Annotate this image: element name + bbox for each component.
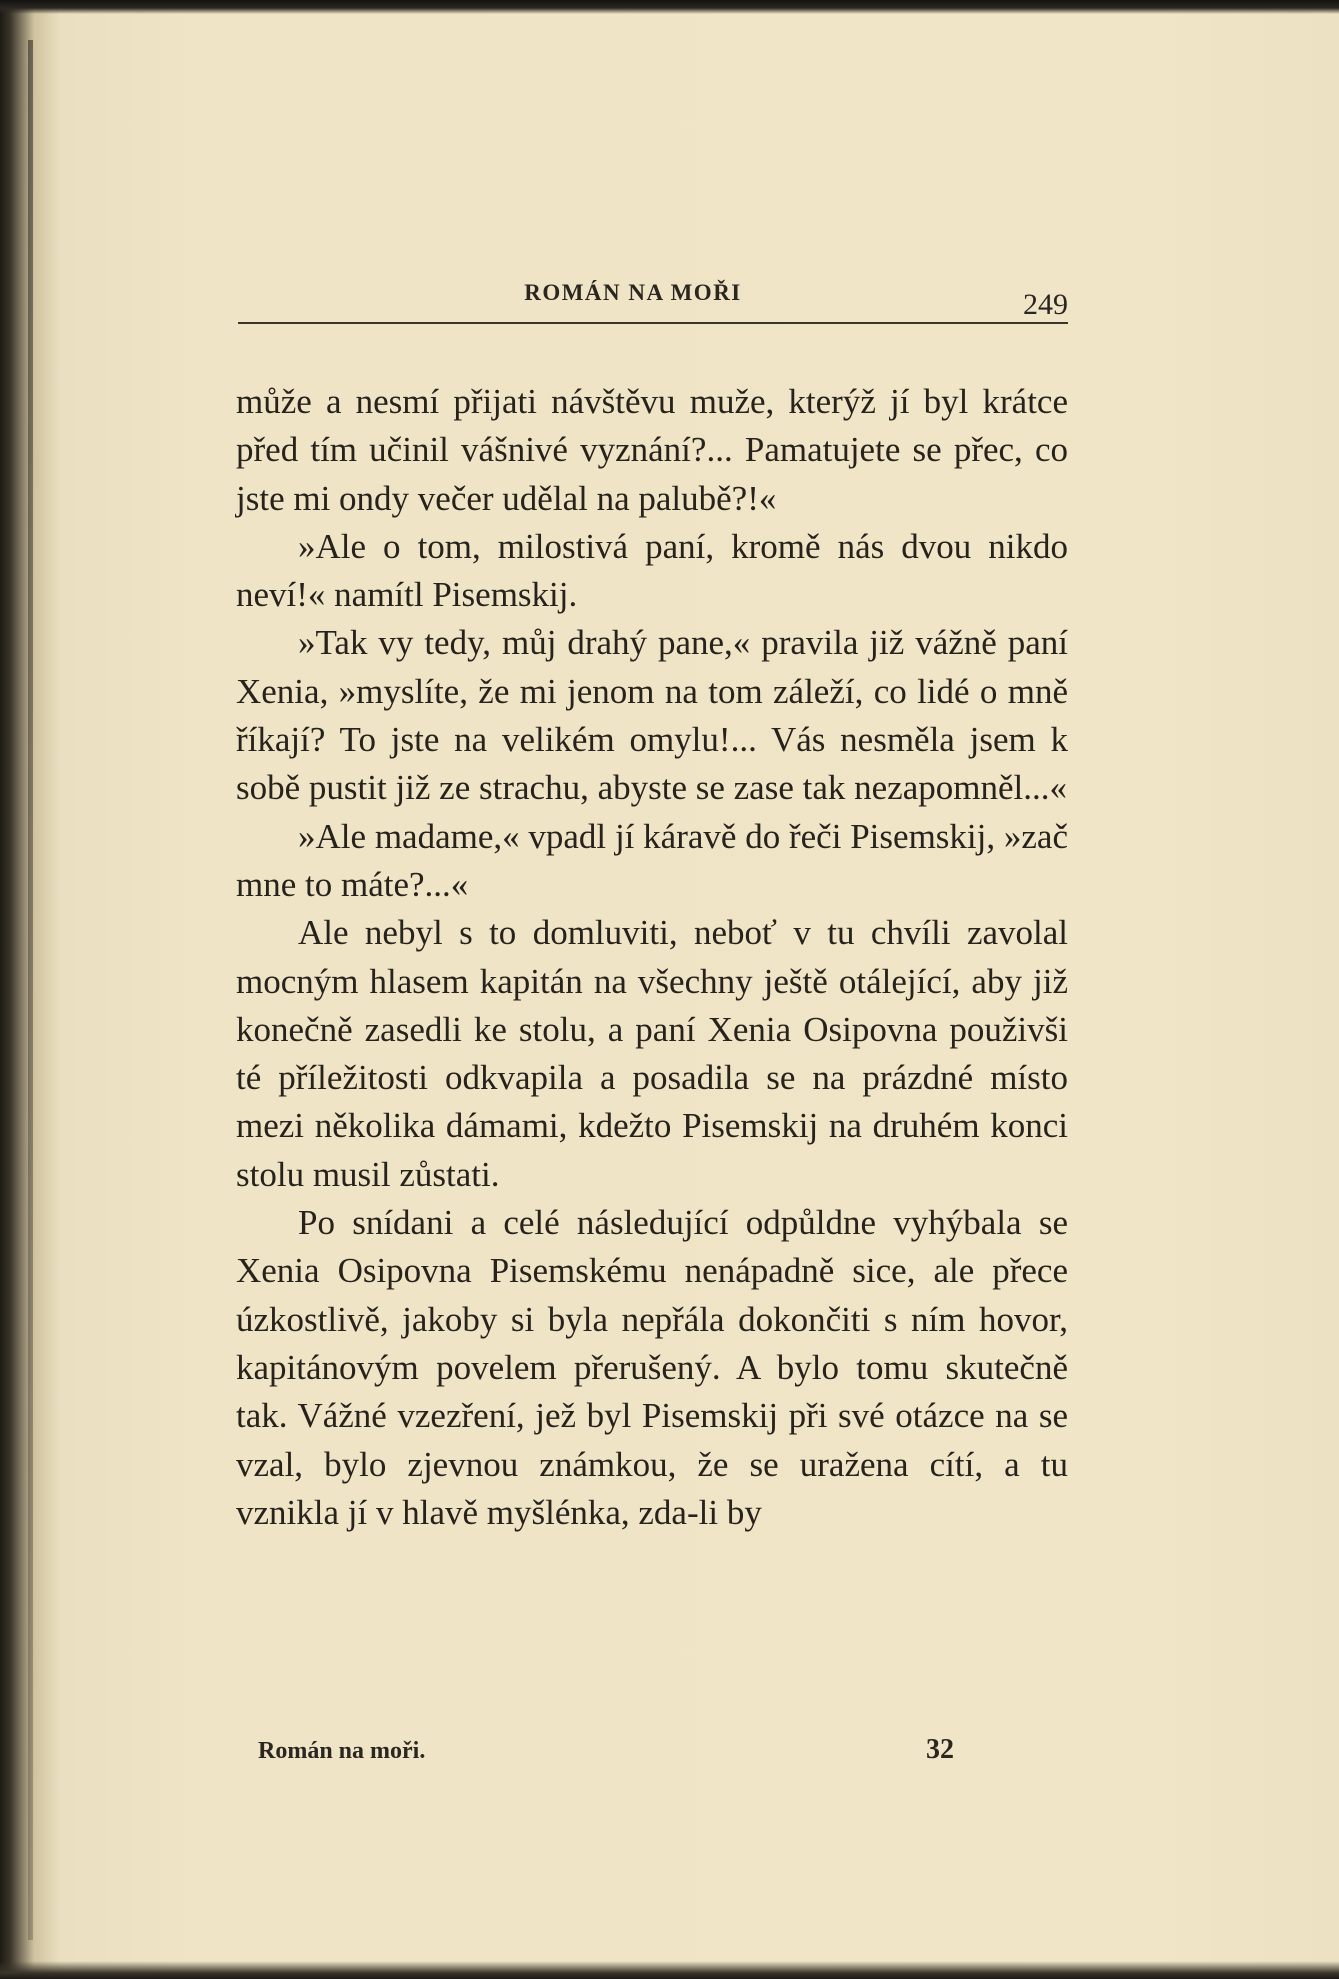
page-top-edge xyxy=(0,0,1339,14)
signature-mark: 32 xyxy=(926,1734,954,1765)
body-text xyxy=(236,378,1068,1537)
paragraph: Ale nebyl s to domluviti, neboť v tu chvíli zavolal mocným hlasem kapitán na všechny ještě otálející, aby již konečně zasedli ke stolu, a paní Xenia Osipovna použivši té příležitosti odkvapila a posadila se na prázdné místo mezi několika dámami, kdežto Pisemskij na druhém konci stolu musil zůstati. xyxy=(236,913,1068,1194)
footer-book-title: Román na moři. xyxy=(258,1738,426,1764)
page-header xyxy=(238,280,1068,332)
binding-shadow xyxy=(28,40,33,1940)
paragraph: »Ale madame,« vpadl jí káravě do řeči Pisemskij, »zač mne to máte?...« xyxy=(236,816,1068,904)
page-footer xyxy=(258,1734,1058,1778)
page-number: 249 xyxy=(1023,288,1068,321)
paragraph: Po snídani a celé následující odpůldne vyhýbala se Xenia Osipovna Pisemskému nenápadně sice, ale přece úzkostlivě, jakoby si byla nepřála dokončiti s ním hovor, kapitánovým povelem přerušený. A bylo tomu skutečně tak. Vážné vzezření, jež byl Pisemskij při své otázce na se vzal, bylo zjevnou známkou, že se uražena cítí, a tu vznikla jí v hlavě myšlénka, zda-li by xyxy=(236,1203,1068,1532)
header-rule xyxy=(238,322,1068,324)
running-title: ROMÁN NA MOŘI xyxy=(524,280,742,305)
paragraph: může a nesmí přijati návštěvu muže, kterýž jí byl krátce před tím učinil vášnivé vyznání?... Pamatujete se přec, co jste mi ondy večer udělal na palubě?!« xyxy=(236,382,1068,518)
page-bottom-edge xyxy=(0,1961,1339,1979)
paragraph: »Ale o tom, milostivá paní, kromě nás dvou nikdo neví!« namítl Pisemskij. xyxy=(236,526,1068,615)
paragraph: »Tak vy tedy, můj drahý pane,« pravila již vážně paní Xenia, »myslíte, že mi jenom na tom záleží, co lidé o mně říkají? To jste na velikém omylu!... Vás nesměla jsem k sobě pustit již ze strachu, abyste se zase tak nezapomněl...« xyxy=(236,623,1068,808)
